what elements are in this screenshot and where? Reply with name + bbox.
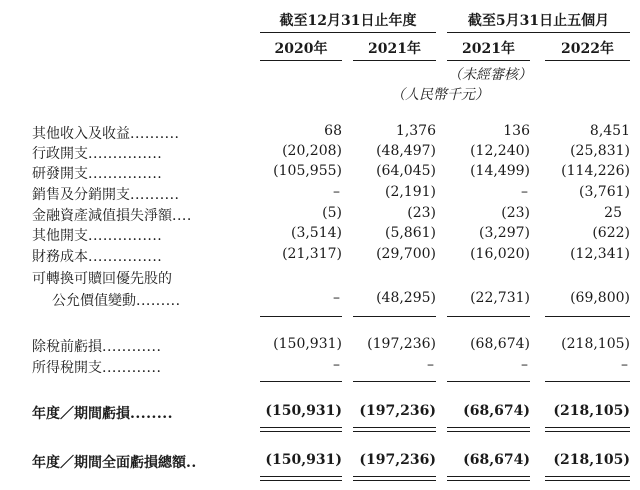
row-label-impairment-losses: 金融資產減值損失淨額.... [32,208,192,224]
cell: (150,931) [265,452,342,468]
cell: 8,451 [589,123,630,139]
double-rule-2020 [260,427,342,432]
year-header-2021-period: 2021年 [462,41,515,57]
final-double-rule-2020 [260,476,342,481]
cell: – [333,357,340,373]
cell: 68 [324,123,342,139]
cell: (23) [407,205,436,221]
currency-note: （人民幣千元） [391,87,489,103]
cell: (48,497) [376,143,436,159]
row-label-rnd-expenses: 研發開支............... [32,166,163,182]
subtotal-rule-2021 [353,316,436,317]
cell: (12,341) [570,246,630,262]
total-rule-2021 [353,381,436,382]
cell: (48,295) [376,290,436,306]
row-label-fair-value-changes: 公允價值變動......... [52,293,181,309]
unaudited-note: （未經審核） [448,67,532,83]
year-header-2020: 2020年 [274,41,328,57]
cell: (20,208) [282,143,342,159]
cell: – [333,184,340,200]
cell: (218,105) [553,403,630,419]
total-rule-2021-period [447,381,530,382]
final-double-rule-2022 [545,476,630,481]
cell: – [621,357,628,373]
row-label-other-income: 其他收入及收益.......... [32,126,180,142]
header-rule-year-ended [260,32,436,33]
cell: (2,191) [384,184,436,200]
double-rule-2022 [545,427,630,432]
cell: (68,674) [463,452,530,468]
year-header-2022: 2022年 [561,41,614,57]
subtotal-rule-2021-period [447,316,530,317]
row-label-income-tax: 所得稅開支............ [32,360,162,376]
cell: (14,499) [470,163,530,179]
cell: (23) [501,205,530,221]
cell: – [521,357,528,373]
year-header-2021: 2021年 [368,41,421,57]
row-label-finance-costs: 財務成本............... [32,249,163,265]
final-double-rule-2021-period [447,476,530,481]
row-label-total-comprehensive-loss: 年度／期間全面虧損總額.. [32,455,197,471]
row-label-other-expenses: 其他開支............... [32,228,163,244]
cell: (21,317) [282,246,342,262]
total-rule-2020 [260,381,342,382]
cell: (150,931) [273,336,342,352]
cell: (29,700) [376,246,436,262]
cell: (218,105) [553,452,630,468]
cell: (197,236) [367,336,436,352]
subtotal-rule-2022 [545,316,630,317]
cell: (22,731) [470,290,530,306]
cell: – [333,290,340,306]
cell: (12,240) [470,143,530,159]
year-rule-2021-period [447,60,530,61]
cell: (3,761) [578,184,630,200]
year-rule-2021 [353,60,436,61]
row-label-admin-expenses: 行政開支............... [32,146,163,162]
cell: (622) [592,225,630,241]
cell: – [427,357,434,373]
cell: 136 [503,123,530,139]
cell: (114,226) [561,163,630,179]
row-label-preferred-shares: 可轉換可贖回優先股的 [32,271,172,287]
row-label-loss-for-period: 年度／期間虧損........ [32,406,173,422]
cell: (105,955) [273,163,342,179]
cell: (5) [322,205,342,221]
year-rule-2020 [260,60,342,61]
cell: – [521,184,528,200]
cell: (68,674) [470,336,530,352]
cell: (197,236) [359,452,436,468]
cell: (3,514) [290,225,342,241]
double-rule-2021 [353,427,436,432]
cell: 25 [604,205,622,221]
row-label-loss-before-tax: 除稅前虧損............ [32,339,162,355]
row-label-selling-expenses: 銷售及分銷開支.......... [32,187,180,203]
header-year-ended: 截至12月31日止年度 [279,13,417,29]
cell: (64,045) [376,163,436,179]
year-rule-2022 [545,60,630,61]
header-five-months: 截至5月31日止五個月 [467,13,610,29]
cell: (5,861) [384,225,436,241]
cell: (25,831) [570,143,630,159]
final-double-rule-2021 [353,476,436,481]
subtotal-rule-2020 [260,316,342,317]
cell: (16,020) [470,246,530,262]
cell: (69,800) [570,290,630,306]
cell: (197,236) [359,403,436,419]
cell: (3,297) [478,225,530,241]
cell: (218,105) [561,336,630,352]
total-rule-2022 [545,381,630,382]
cell: (150,931) [265,403,342,419]
double-rule-2021-period [447,427,530,432]
header-rule-five-months [447,32,630,33]
cell: (68,674) [463,403,530,419]
cell: 1,376 [395,123,436,139]
